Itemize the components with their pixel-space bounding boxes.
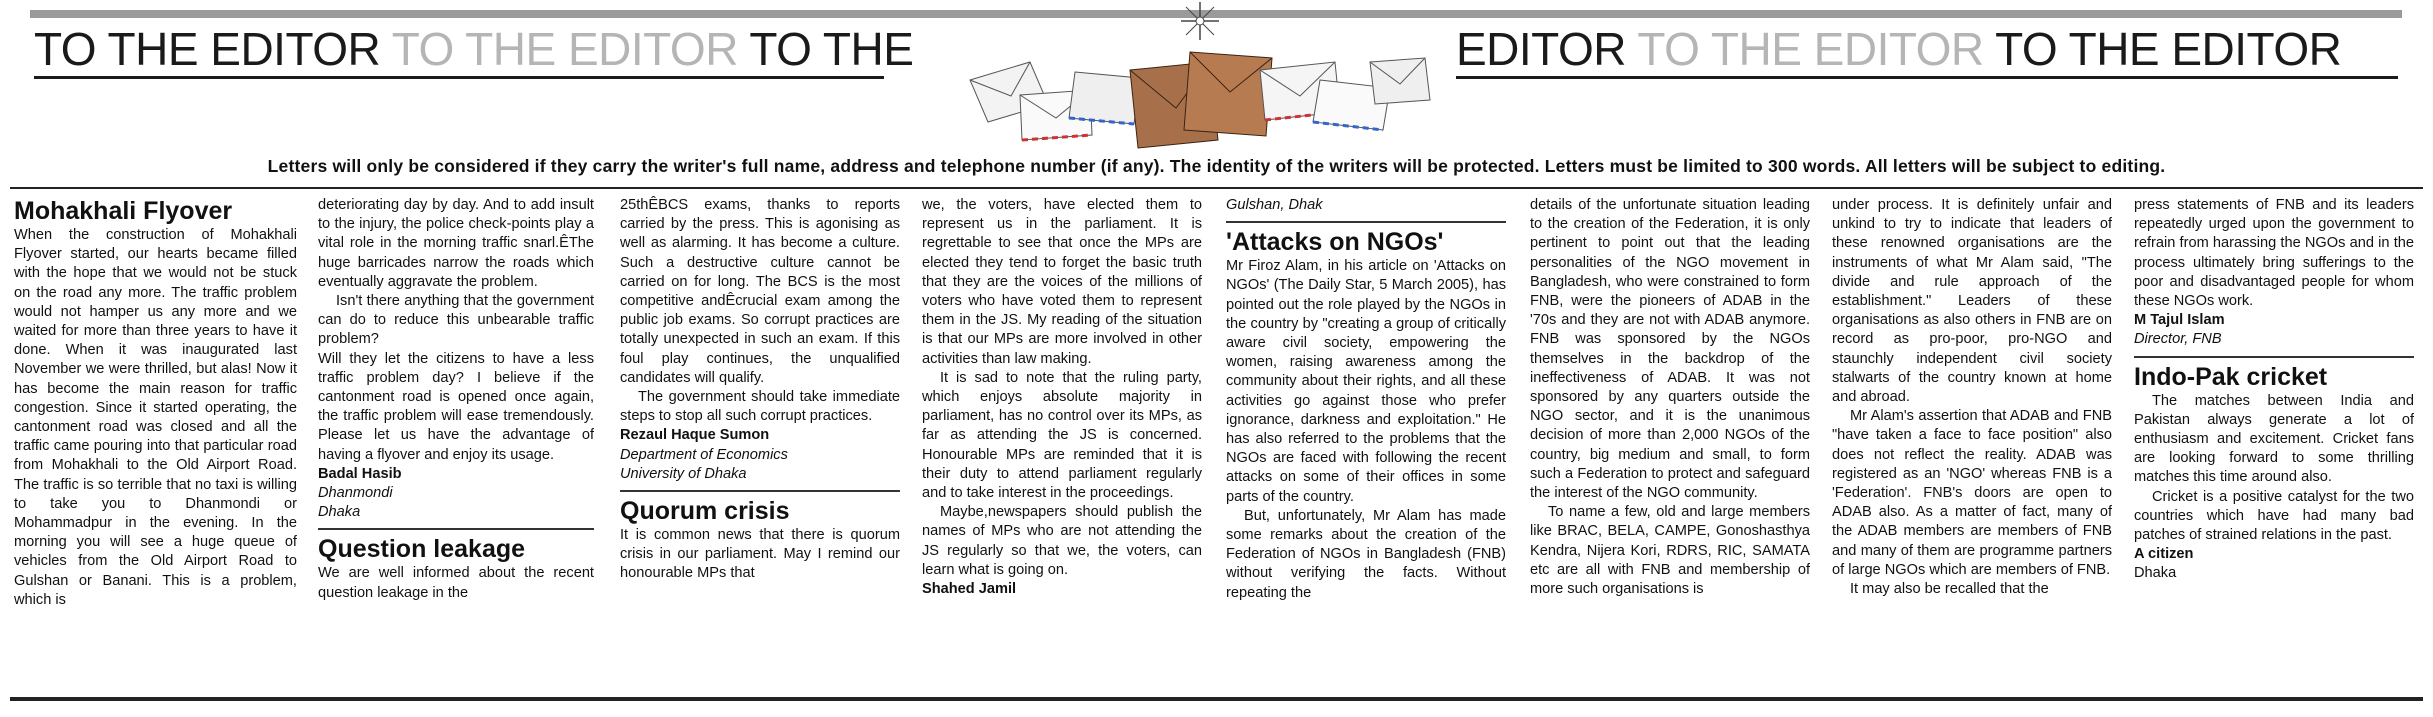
letter-title-cricket: Indo-Pak cricket [2134,362,2328,391]
ngos-body-3: details of the unfortunate situation leading to the creation of the Federation, it is only pertinent to point out that the leading personalities of the NGO movement in Bangladesh, who were constrained to form FNB, were the pioneers of ADAB in the '70s and they are not with ADAB anymore. FNB was sponsored by the NGOs themselves in the backdrop of the ineffectiveness of ADAB. It was not sponsored by any quarters outside the NGO sector, and it is the unanimous decision of more than 2,000 NGOs of the country, big medium and small, to form such a Federation to protect and safeguard the interest of the NGO community. [1530,197,1810,502]
cricket-author: A citizen [2134,546,2194,563]
column-3 [620,196,900,694]
bottom-rule [10,697,2423,701]
section-rule [1226,221,1506,223]
ngos-body-2: But, unfortunately, Mr Alam has made some remarks about the creation of the Federation of NGOs in Bangladesh (FNB) without verifying the facts. Without repeating the [1226,507,1506,601]
masthead-left-dark-2: TO THE [749,23,914,75]
flyover-body-4: Will they let the citizens to have a less traffic problem day? I believe if the cantonment road is opened once again, the traffic problem will ease tremendously. Please let us have the advantage of having a flyover and enjoy its usage. [318,350,594,463]
ngos-body-7: It may also be recalled that the [1850,581,2049,598]
masthead-right-dark-1: EDITOR [1456,23,1626,75]
flyover-body-1: When the construction of Mohakhali Flyover started, our hearts became filled with the hope that we would not be stuck on the road any more. The traffic problem would not hamper us any more and we waited for more than three years to have it done. When it was inaugurated last November we were thrilled, but alas! Now it has become the main reason for traffic congestion. Since it started operating, the cantonment road was closed and all the traffic came pouring into that particular road from Mohakhali to the Old Airport Road. The traffic is so terrible that no taxi is willing to take you to Dhanmondi or Mohammadpur in the evening. In the morning you will see a huge queue of vehicles from the Old Airport Road to Gulshan or Banani. This is a problem, which is [14,227,297,608]
quorum-body-4: Maybe,newspapers should publish the names of MPs who are not attending the JS regularly so that we, the voters, can learn what is going on. [922,504,1202,578]
flyover-location-1: Dhanmondi [318,485,393,502]
ngos-body-5: under process. It is definitely unfair and unkind to try to indicate that leaders of these renowned organisations are the instruments of what Mr Alam said, "The divide and rule approach of the establishment." Leaders of these organisations as also others in FNB are on record as pro-poor, pro-NGO and staunchly independent civil society stalwarts of the country known at home and abroad. [1832,197,2112,406]
masthead-right-underline [1456,76,2398,79]
column-6 [1530,196,1810,694]
leakage-location-1: Department of Economics [620,446,788,463]
letter-title-leakage: Question leakage [318,535,526,564]
cricket-body-1: The matches between India and Pakistan always generate a lot of enthusiasm and excitement. Cricket fans are looking forward to some thrilling matches this time around also. [2134,392,2414,486]
quorum-body-1: It is common news that there is quorum crisis in our parliament. May I remind our honourable MPs that [620,527,900,582]
ngos-body-6: Mr Alam's assertion that ADAB and FNB "have taken a face to face position" also does not reflect the reality. ADAB was registered as an 'NGO' whereas FNB is a 'Federation'. FNB's doors are open to ADAB also. As a matter of fact, many of the ADAB members are members of FNB and many of them are programme partners of large NGOs which are members of FNB. [1832,408,2112,578]
quorum-body-3: It is sad to note that the ruling party, which enjoys absolute majority in parliament, has no control over its MPs, as far as attending the JS is concerned. Honourable MPs are reminded that it is their duty to attend parliament regularly and to take interest in the proceedings. [922,369,1202,502]
column-4 [922,196,1202,694]
masthead-left [34,22,913,76]
column-2 [318,196,594,694]
quorum-author: Shahed Jamil [922,581,1017,598]
cricket-body-2: Cricket is a positive catalyst for the two countries which have had many bad patches of strained relations in the past. [2134,488,2414,544]
letter-title-quorum: Quorum crisis [620,497,790,526]
quorum-body-2: we, the voters, have elected them to represent us in the parliament. It is regrettable to see that once the MPs are elected they tend to forget the basic truth that they are the voices of the millions of voters who have voted them to represent them in the JS. My reading of the situation is that our MPs are more involved in other activities than law making. [922,197,1202,367]
masthead-left-light: TO THE EDITOR [391,23,738,75]
section-rule [620,490,900,492]
sparkle-icon [1181,2,1219,40]
masthead-right-dark-2: TO THE EDITOR [1995,23,2342,75]
column-7 [1832,196,2112,694]
letter-title-flyover: Mohakhali Flyover [14,197,233,225]
envelope-left-3-icon [1069,72,1140,124]
leakage-author: Rezaul Haque Sumon [620,427,770,444]
flyover-body-2: deteriorating day by day. And to add insult to the injury, the police check-points play a vital role in the morning traffic snarl.ÊThe huge barricades narrow the roads which eventually aggravate the problem. [318,197,594,290]
envelope-right-3-icon [1370,58,1430,104]
ngos-body-8: press statements of FNB and its leaders repeatedly urged upon the government to refrain from harassing the NGOs and in the process ultimately bring sufferings to the poor and disadvantaged people for whom these NGOs work. [2134,197,2414,310]
brown-envelope-2-icon [1184,52,1272,136]
masthead-right-light: TO THE EDITOR [1637,23,1984,75]
section-rule [2134,356,2414,358]
masthead-left-dark-1: TO THE EDITOR [34,23,381,75]
column-1 [14,196,297,694]
leakage-body-2: 25thÊBCS exams, thanks to reports carried by the press. This is agonising as well as alarming. It has become a culture. Such a destructive culture cannot be carried on for long. The BCS is the most competitive andÊcrucial exam among the public job exams. So corrupt practices are totally unexpected in such an exam. If this foul play continues, the unqualified candidates will qualify. [620,197,900,386]
notice-divider [10,187,2423,189]
flyover-body-3: Isn't there anything that the government can do to reduce this unbearable traffic problem? [318,293,594,348]
submission-notice: Letters will only be considered if they carry the writer's full name, address and telephone number (if any). The identity of the writers will be protected. Letters must be limited to 300 words. All letters will be subject to editing. [267,156,2166,176]
ngos-location-1: Director, FNB [2134,331,2222,348]
column-5 [1226,196,1506,694]
letter-title-ngos: 'Attacks on NGOs' [1226,228,1444,257]
leakage-location-2: University of Dhaka [620,465,747,482]
ngos-author: M Tajul Islam [2134,312,2225,329]
flyover-location-2: Dhaka [318,504,361,521]
masthead-left-underline [34,76,884,79]
flyover-author: Badal Hasib [318,465,402,482]
ngos-body-1: Mr Firoz Alam, in his article on 'Attacks on NGOs' (The Daily Star, 5 March 2005), has pointed out the role played by the NGOs in the country by "creating a group of critically aware civil society, empowering the women, raising awareness among the community about their rights, and all these activities go against those who prefer ignorance, darkness and exploitation." He has also referred to the problems that the NGOs are faced with following the recent attacks on some of their offices in some parts of the country. [1226,258,1506,505]
masthead-right [1456,22,2341,76]
section-rule [318,528,594,530]
column-8 [2134,196,2414,694]
cricket-location-1: Dhaka [2134,565,2177,582]
quorum-location-1: Gulshan, Dhak [1226,197,1323,213]
leakage-body-3: The government should take immediate steps to stop all such corrupt practices. [620,389,900,425]
leakage-body-1: We are well informed about the recent question leakage in the [318,565,594,601]
ngos-body-4: To name a few, old and large members like BRAC, BELA, CAMPE, Gonoshasthya Kendra, Nijera Kori, RDRS, RIC, SAMATA etc are all with FNB and membership of more such organisations is [1530,504,1810,598]
envelopes-illustration [880,0,1480,150]
